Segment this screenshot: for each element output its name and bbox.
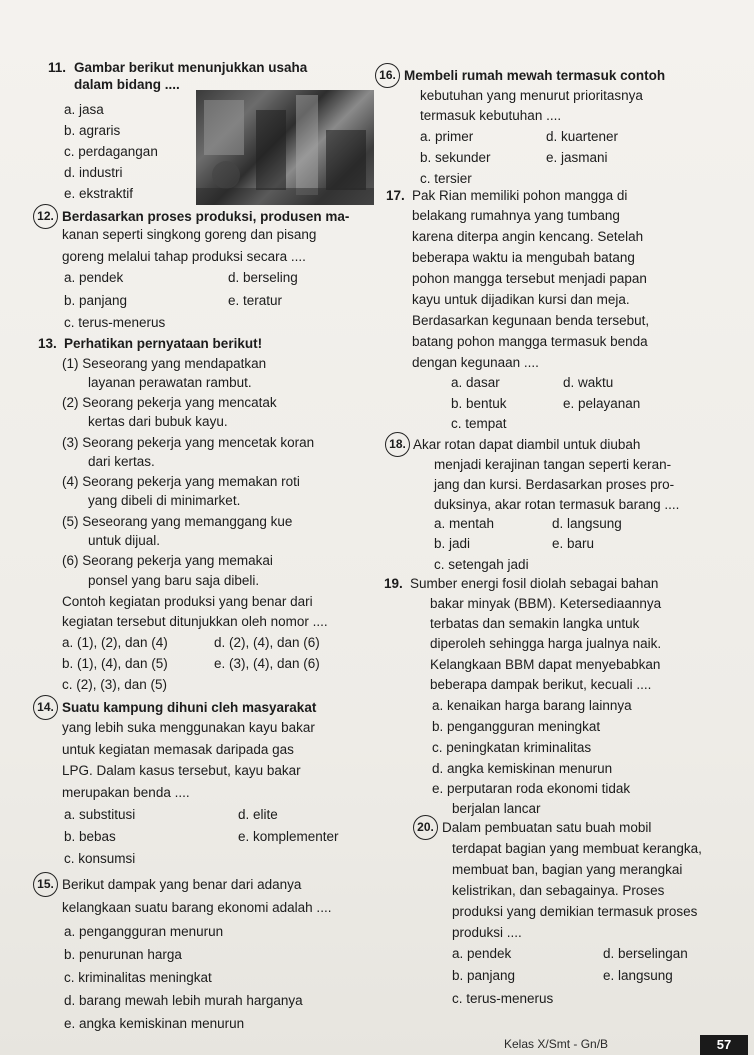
q19-number: 19. xyxy=(384,576,403,591)
q12-stem-line: Berdasarkan proses produksi, produsen ma- xyxy=(62,209,350,224)
q13-option-d[interactable]: d. (2), (4), dan (6) xyxy=(214,635,320,650)
q17-option-e[interactable]: e. pelayanan xyxy=(563,396,641,411)
q17-stem-line: belakang rumahnya yang tumbang xyxy=(412,208,620,223)
q13-statement: ponsel yang baru saja dibeli. xyxy=(88,573,260,588)
q17-stem-line: dengan kegunaan .... xyxy=(412,355,539,370)
q14-option-e[interactable]: e. komplementer xyxy=(238,829,339,844)
q16-option-a[interactable]: a. primer xyxy=(420,129,474,144)
q19-option-b[interactable]: b. pengangguran meningkat xyxy=(432,719,601,734)
q14-option-a[interactable]: a. substitusi xyxy=(64,807,136,822)
q13-statement: (4) Seorang pekerja yang memakan roti xyxy=(62,474,300,489)
q13-statement: layanan perawatan rambut. xyxy=(88,375,252,390)
q20-stem-line: kelistrikan, dan sebagainya. Proses xyxy=(452,883,665,898)
q11-option-a[interactable]: a. jasa xyxy=(64,102,104,117)
q18-stem-line: jang dan kursi. Berdasarkan proses pro- xyxy=(434,477,675,492)
footer-label: Kelas X/Smt - Gn/B xyxy=(504,1037,609,1051)
q17-number: 17. xyxy=(386,188,405,203)
q20-option-e[interactable]: e. langsung xyxy=(603,968,673,983)
q17-stem-line: Berdasarkan kegunaan benda tersebut, xyxy=(412,313,650,328)
q14-option-c[interactable]: c. konsumsi xyxy=(64,851,136,866)
q12-option-b[interactable]: b. panjang xyxy=(64,293,128,308)
q18-option-a[interactable]: a. mentah xyxy=(434,516,495,531)
q13-option-b[interactable]: b. (1), (4), dan (5) xyxy=(62,656,168,671)
q13-statement: untuk dijual. xyxy=(88,533,161,548)
q12-stem-line: goreng melalui tahap produksi secara .... xyxy=(62,249,306,264)
q19-stem-line: beberapa dampak berikut, kecuali .... xyxy=(430,677,652,692)
q20-option-c[interactable]: c. terus-menerus xyxy=(452,991,554,1006)
q18-stem-line: Akar rotan dapat diambil untuk diubah xyxy=(413,437,641,452)
q13-statement: dari kertas. xyxy=(88,454,155,469)
q11-photo-image xyxy=(196,90,374,205)
q19-stem-line: diperoleh sehingga harga jualnya naik. xyxy=(430,636,662,651)
q20-stem-line: produksi yang demikian termasuk proses xyxy=(452,904,698,919)
q13-statement: (1) Seseorang yang mendapatkan xyxy=(62,356,267,371)
q20-option-a[interactable]: a. pendek xyxy=(452,946,512,961)
q11-option-c[interactable]: c. perdagangan xyxy=(64,144,158,159)
q13-option-c[interactable]: c. (2), (3), dan (5) xyxy=(62,677,168,692)
q18-option-b[interactable]: b. jadi xyxy=(434,536,471,551)
q13-number: 13. xyxy=(38,336,57,351)
q20-number: 20. xyxy=(413,815,438,840)
q12-option-d[interactable]: d. berseling xyxy=(228,270,298,285)
q13-statement: (3) Seorang pekerja yang mencetak koran xyxy=(62,435,315,450)
q15-option-b[interactable]: b. penurunan harga xyxy=(64,947,182,962)
q20-option-d[interactable]: d. berselingan xyxy=(603,946,688,961)
q14-option-b[interactable]: b. bebas xyxy=(64,829,116,844)
q18-option-d[interactable]: d. langsung xyxy=(552,516,622,531)
q20-stem-line: membuat ban, bagian yang merangkai xyxy=(452,862,683,877)
q15-option-c[interactable]: c. kriminalitas meningkat xyxy=(64,970,212,985)
q17-option-d[interactable]: d. waktu xyxy=(563,375,614,390)
q16-stem-line: kebutuhan yang menurut prioritasnya xyxy=(420,88,643,103)
q15-option-d[interactable]: d. barang mewah lebih murah harganya xyxy=(64,993,303,1008)
q13-statement: kertas dari bubuk kayu. xyxy=(88,414,228,429)
q16-option-d[interactable]: d. kuartener xyxy=(546,129,619,144)
q19-stem-line: Sumber energi fosil diolah sebagai bahan xyxy=(410,576,659,591)
q11-option-e[interactable]: e. ekstraktif xyxy=(64,186,134,201)
q17-stem-line: Pak Rian memiliki pohon mangga di xyxy=(412,188,628,203)
q13-statement: (6) Seorang pekerja yang memakai xyxy=(62,553,273,568)
q16-option-e[interactable]: e. jasmani xyxy=(546,150,608,165)
q13-statement: (2) Seorang pekerja yang mencatak xyxy=(62,395,277,410)
q12-stem-line: kanan seperti singkong goreng dan pisang xyxy=(62,227,317,242)
page-footer xyxy=(480,1035,754,1055)
q11-stem-line: dalam bidang .... xyxy=(74,77,180,92)
q15-number: 15. xyxy=(33,872,58,897)
q16-option-b[interactable]: b. sekunder xyxy=(420,150,491,165)
q13-statement: yang dibeli di minimarket. xyxy=(88,493,241,508)
q13-statement: (5) Seseorang yang memanggang kue xyxy=(62,514,293,529)
q16-stem-line: termasuk kebutuhan .... xyxy=(420,108,562,123)
q15-option-e[interactable]: e. angka kemiskinan menurun xyxy=(64,1016,245,1031)
q11-option-b[interactable]: b. agraris xyxy=(64,123,121,138)
q12-option-e[interactable]: e. teratur xyxy=(228,293,283,308)
q13-stem: Perhatikan pernyataan berikut! xyxy=(64,336,263,351)
page-number: 57 xyxy=(700,1035,748,1055)
q20-option-b[interactable]: b. panjang xyxy=(452,968,516,983)
q12-option-a[interactable]: a. pendek xyxy=(64,270,124,285)
q14-stem-line: untuk kegiatan memasak daripada gas xyxy=(62,742,294,757)
q16-option-c[interactable]: c. tersier xyxy=(420,171,472,186)
q14-number: 14. xyxy=(33,695,58,720)
q18-option-c[interactable]: c. setengah jadi xyxy=(434,557,529,572)
q17-option-b[interactable]: b. bentuk xyxy=(451,396,507,411)
q17-option-a[interactable]: a. dasar xyxy=(451,375,500,390)
q17-stem-line: batang pohon mangga termasuk benda xyxy=(412,334,648,349)
q14-stem-line: merupakan benda .... xyxy=(62,785,190,800)
q19-option-e[interactable]: e. perputaran roda ekonomi tidak xyxy=(432,781,631,796)
q19-option-c[interactable]: c. peningkatan kriminalitas xyxy=(432,740,592,755)
q14-stem-line: Suatu kampung dihuni cleh masyarakat xyxy=(62,700,317,715)
q14-stem-line: yang lebih suka menggunakan kayu bakar xyxy=(62,720,315,735)
q14-option-d[interactable]: d. elite xyxy=(238,807,278,822)
q20-stem-line: Dalam pembuatan satu buah mobil xyxy=(442,820,652,835)
q15-stem-line: Berikut dampak yang benar dari adanya xyxy=(62,877,302,892)
q20-stem-line: produksi .... xyxy=(452,925,522,940)
q17-stem-line: beberapa waktu ia mengubah batang xyxy=(412,250,635,265)
q19-option-d[interactable]: d. angka kemiskinan menurun xyxy=(432,761,613,776)
q18-option-e[interactable]: e. baru xyxy=(552,536,595,551)
q13-question: Contoh kegiatan produksi yang benar dari xyxy=(62,594,313,609)
q13-option-a[interactable]: a. (1), (2), dan (4) xyxy=(62,635,168,650)
q15-stem-line: kelangkaan suatu barang ekonomi adalah .... xyxy=(62,900,332,915)
q19-option-e-cont: berjalan lancar xyxy=(452,801,541,816)
q18-stem-line: duksinya, akar rotan termasuk barang .... xyxy=(434,497,680,512)
q13-question: kegiatan tersebut ditunjukkan oleh nomor .... xyxy=(62,614,328,629)
q14-stem-line: LPG. Dalam kasus tersebut, kayu bakar xyxy=(62,763,301,778)
q19-stem-line: bakar minyak (BBM). Ketersediaannya xyxy=(430,596,662,611)
q17-option-c[interactable]: c. tempat xyxy=(451,416,507,431)
q18-stem-line: menjadi kerajinan tangan seperti keran- xyxy=(434,457,672,472)
q11-stem-line: Gambar berikut menunjukkan usaha xyxy=(74,60,308,75)
q15-option-a[interactable]: a. pengangguran menurun xyxy=(64,924,224,939)
q20-stem-line: terdapat bagian yang membuat kerangka, xyxy=(452,841,702,856)
q16-number: 16. xyxy=(375,63,400,88)
q19-stem-line: Kelangkaan BBM dapat menyebabkan xyxy=(430,657,661,672)
q11-photo xyxy=(196,90,374,205)
q12-option-c[interactable]: c. terus-menerus xyxy=(64,315,166,330)
q13-option-e[interactable]: e. (3), (4), dan (6) xyxy=(214,656,320,671)
q19-stem-line: terbatas dan semakin langka untuk xyxy=(430,616,640,631)
q11-option-d[interactable]: d. industri xyxy=(64,165,123,180)
q18-number: 18. xyxy=(385,432,410,457)
q11-number: 11. xyxy=(48,60,67,75)
q17-stem-line: pohon mangga tersebut menjadi papan xyxy=(412,271,647,286)
q17-stem-line: kayu untuk dijadikan kursi dan meja. xyxy=(412,292,630,307)
q12-number: 12. xyxy=(33,204,58,229)
q16-stem-line: Membeli rumah mewah termasuk contoh xyxy=(404,68,666,83)
q19-option-a[interactable]: a. kenaikan harga barang lainnya xyxy=(432,698,632,713)
q17-stem-line: karena diterpa angin kencang. Setelah xyxy=(412,229,644,244)
